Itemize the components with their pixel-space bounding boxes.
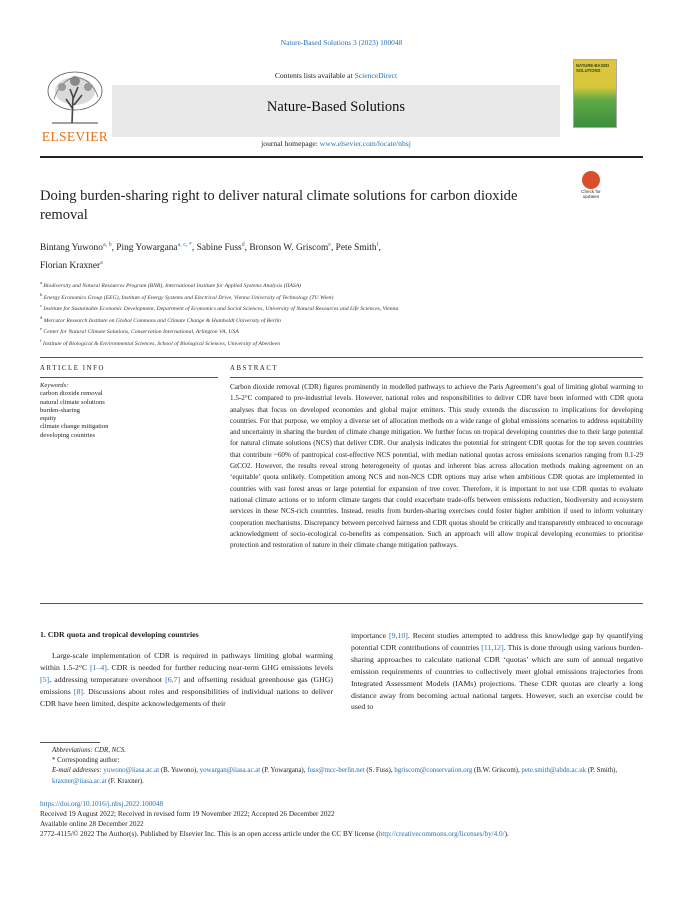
license-text: 2772-4115/© 2022 The Author(s). Published by Elsevier Inc. This is an open access article under the CC BY license ( xyxy=(40,829,379,838)
email-link[interactable]: fuss@mcc-berlin.net xyxy=(307,767,365,775)
citation-link[interactable]: [5] xyxy=(40,674,50,684)
body-text: . CDR is needed for further reducing near-term GHG emissions levels xyxy=(106,662,333,672)
doi-link[interactable]: https://doi.org/10.1016/j.nbsj.2022.100048 xyxy=(40,800,164,808)
license-link[interactable]: http://creativecommons.org/licenses/by/4.0/ xyxy=(378,829,505,838)
check-updates-icon xyxy=(582,171,600,189)
author-separator: , xyxy=(378,243,381,254)
article-info-heading: ARTICLE INFO xyxy=(40,365,106,372)
affiliation-text: Energy Economics Group (EEG), Institute of Energy Systems and Electrical Drive, Vienna University of Technology (TU Wien) xyxy=(43,294,334,301)
header-divider xyxy=(40,156,643,158)
contents-prefix: Contents lists available at xyxy=(274,71,355,80)
homepage-link[interactable]: www.elsevier.com/locate/nbsj xyxy=(319,139,411,148)
citation-link[interactable]: [9,10] xyxy=(389,631,408,640)
email-link[interactable]: pete.smith@abdn.ac.uk xyxy=(521,767,587,775)
body-column-right xyxy=(351,630,643,713)
affiliations xyxy=(40,279,643,349)
affiliation-item xyxy=(40,337,643,349)
info-bottom-divider xyxy=(40,603,643,604)
abstract-text: Carbon dioxide removal (CDR) figures prominently in modelled pathways to achieve the Paris Agreement’s goal of limiting global warming to 1.5-2°C compared to pre-industrial levels. However, national roles and responsibilities to deliver CDR have been informed with CDR quota analyses that focus on developed economies and global major emitters. This study extends the discussion to implications for developing countries. For that purpose, we employ a diverse set of allocation methods on a wide range of global emissions scenarios to address equitability and uncertainty in sharing the burden of climate change mitigation. We further focus on tropical developing countries due to their large potential for natural climate solutions (NCS) that deliver CDR. Our analysis indicates the potential for stringent CDR quotas for the top seven countries that contribute ~60% of pantropical cost-effective NCS potential, with median national quotas across emissions scenarios ranging from 0.1-29 GtCO2. However, the results reveal strong heterogeneity of quotas and inherent bias across allocation methods making agreement on an ‘equitable’ quota unlikely. Competition among NCS and non-NCS CDR options may arise when ambitious CDR quotas are implemented in countries with vast forest areas or large potential for expansion of tree cover. Therefore, it is important to not use CDR quotas to evaluate national climate actions or to inform climate targets that could exacerbate trade-offs between emissions reduction, biodiversity and ecosystem services in these NCS-rich countries. Instead, results from burden-sharing exercises could foster higher ambition if used to inform voluntary cooperation mechanisms. Discrepancy between perceived fairness and CDR quotas should be critically and transparently embraced to encourage acknowledgment of socio-ecological co-benefits as compensation. Such an approach will allow tropical developing economies to prioritise protection and restoration of nature in their climate change mitigation pathways. xyxy=(230,383,643,550)
author-name[interactable]: Pete Smith xyxy=(335,243,377,254)
author-name[interactable]: Ping Yowargana xyxy=(116,243,178,254)
journal-name: Nature-Based Solutions xyxy=(266,99,406,115)
email-owner: (B. Yuwono), xyxy=(159,767,200,775)
journal-banner xyxy=(112,67,560,153)
check-for-updates-button[interactable] xyxy=(573,171,609,205)
journal-reference[interactable]: Nature-Based Solutions 3 (2023) 100048 xyxy=(280,38,403,47)
body-text: . Recent studies attempted to address this knowledge gap by quantifying potential CDR contributions of countries xyxy=(351,631,643,652)
keyword-item: carbon dioxide removal xyxy=(40,390,103,398)
citation-link[interactable]: [6,7] xyxy=(165,674,181,684)
section-1-heading: 1. CDR quota and tropical developing countries xyxy=(40,630,199,639)
publication-info xyxy=(40,800,660,840)
affiliation-marker: b xyxy=(40,291,43,297)
keyword-item: burden-sharing xyxy=(40,406,80,414)
body-text: . This is done through using various burden-sharing approaches to calculate national CDR ‘quotas’ which are sum of annual negative emission requirements of countries to collectively meet global emissions trajectories from Integrated Assessment Models (IAMs) projections. These CDR quotas are clearly a long distance away from becoming actual national targets. However, such an exercise could be used to xyxy=(351,642,643,712)
author-separator: , xyxy=(111,243,117,254)
available-online: Available online 28 December 2022 xyxy=(40,819,144,828)
email-link[interactable]: kraxner@iiasa.ac.at xyxy=(52,777,107,785)
author-separator: , xyxy=(191,243,197,254)
sciencedirect-link[interactable]: ScienceDirect xyxy=(354,71,398,80)
article-title: Doing burden-sharing right to deliver natural climate solutions for carbon dioxide removal xyxy=(40,188,518,223)
journal-header xyxy=(40,57,643,153)
affiliation-marker: f xyxy=(40,337,42,343)
author-name[interactable]: Sabine Fuss xyxy=(196,243,242,254)
affiliation-item xyxy=(40,279,643,291)
homepage-prefix: journal homepage: xyxy=(261,139,320,148)
author-affiliation-marker[interactable]: a, b xyxy=(102,242,112,248)
body-column-left xyxy=(40,650,333,710)
abbreviations-footnote: Abbreviations: CDR, NCS. xyxy=(52,747,127,754)
abstract-divider xyxy=(230,377,643,378)
journal-cover-thumbnail[interactable] xyxy=(573,59,617,128)
affiliation-item xyxy=(40,291,643,303)
author-separator: , xyxy=(330,243,336,254)
citation-link[interactable]: [8] xyxy=(73,686,83,696)
contents-availability xyxy=(112,67,560,85)
license-line xyxy=(40,830,660,840)
received-dates: Received 19 August 2022; Received in revised form 19 November 2022; Accepted 26 December 2022 xyxy=(40,809,335,818)
author-affiliation-marker[interactable]: a, c, * xyxy=(177,242,192,248)
info-top-divider xyxy=(40,357,643,358)
author-separator: , xyxy=(244,243,250,254)
email-list xyxy=(52,767,617,784)
affiliation-text: Institute for Sustainable Economic Development, Department of Economics and Social Sciences, University of Natural Resources and Life Sciences, Vienna xyxy=(43,306,399,313)
author-list xyxy=(40,238,600,274)
affiliation-text: Biodiversity and Natural Resources Program (BNR), International Institute for Applied Systems Analysis (IIASA) xyxy=(43,282,302,289)
check-updates-label: Check for updates xyxy=(581,189,601,199)
author-affiliation-marker[interactable]: a xyxy=(100,260,103,267)
journal-homepage xyxy=(112,139,560,148)
affiliation-marker: a xyxy=(40,280,42,285)
email-owner: (B.W. Griscom), xyxy=(472,767,522,775)
body-text: , addressing temperature overshoot xyxy=(49,674,166,684)
body-text: and offsetting residual greenhouse gas (GHG) emissions xyxy=(40,674,333,696)
article-info-divider xyxy=(40,377,218,378)
affiliation-item xyxy=(40,325,643,337)
keyword-item: developing countries xyxy=(40,431,96,439)
keywords-list xyxy=(40,390,218,440)
license-text-end: ). xyxy=(504,829,509,838)
affiliation-text: Center for Natural Climate Solutions, Conservation International, Arlington VA, USA xyxy=(43,329,239,336)
email-label: E-mail addresses: xyxy=(52,767,104,775)
affiliation-item xyxy=(40,314,643,326)
elsevier-wordmark: ELSEVIER xyxy=(41,129,109,144)
keywords-block xyxy=(40,382,218,440)
keyword-item: climate change mitigation xyxy=(40,423,109,431)
author-affiliation-marker[interactable]: f xyxy=(376,242,379,248)
email-owner: (S. Fuss), xyxy=(364,767,395,775)
affiliation-text: Mercator Research Institute on Global Commons and Climate Change & Humboldt University of Berlin xyxy=(43,317,281,324)
keywords-label: Keywords: xyxy=(40,382,69,389)
cover-title: NATURE-BASED SOLUTIONS xyxy=(576,63,610,73)
keyword-item: natural climate solutions xyxy=(40,398,105,406)
email-link[interactable]: yowargan@iiasa.ac.at xyxy=(199,767,261,775)
author-name[interactable]: Florian Kraxner xyxy=(40,261,101,272)
corresponding-author-footnote: * Corresponding author: xyxy=(52,757,120,765)
citation-link[interactable]: [11,12] xyxy=(481,642,504,652)
author-affiliation-marker[interactable]: e xyxy=(328,242,331,248)
body-text: . Discussions about roles and responsibilities of individual nations to deliver CDR have been limited, despite acknowledgements of their xyxy=(40,686,333,708)
footnotes xyxy=(40,746,643,787)
affiliation-item xyxy=(40,302,643,314)
elsevier-tree-icon xyxy=(44,69,106,125)
body-text: importance xyxy=(351,631,389,640)
abstract-heading: ABSTRACT xyxy=(230,365,279,372)
author-affiliation-marker[interactable]: d xyxy=(241,242,245,248)
email-owner: (P. Smith), xyxy=(586,767,618,775)
affiliation-marker: e xyxy=(40,326,42,332)
email-link[interactable]: yuwono@iiasa.ac.at xyxy=(103,767,160,775)
body-text: Large-scale implementation of CDR is required in pathways limiting global warming within 1.5-2°C xyxy=(40,651,333,672)
author-name[interactable]: Bronson W. Griscom xyxy=(249,243,329,254)
citation-link[interactable]: [1–4] xyxy=(89,662,107,672)
email-addresses xyxy=(40,766,643,786)
elsevier-logo[interactable] xyxy=(40,69,110,147)
affiliation-text: Institute of Biological & Environmental Sciences, School of Biological Sciences, University of Aberdeen xyxy=(42,340,280,347)
author-name[interactable]: Bintang Yuwono xyxy=(40,243,103,254)
keyword-item: equity xyxy=(40,415,57,423)
email-link[interactable]: bgriscom@conservation.org xyxy=(394,767,473,775)
footnote-divider xyxy=(40,742,100,743)
affiliation-marker: d xyxy=(40,314,43,320)
email-owner: (F. Kraxner). xyxy=(106,777,144,785)
affiliation-marker: c xyxy=(40,303,42,309)
email-owner: (P. Yowargana), xyxy=(260,767,308,775)
journal-name-box xyxy=(112,85,560,137)
